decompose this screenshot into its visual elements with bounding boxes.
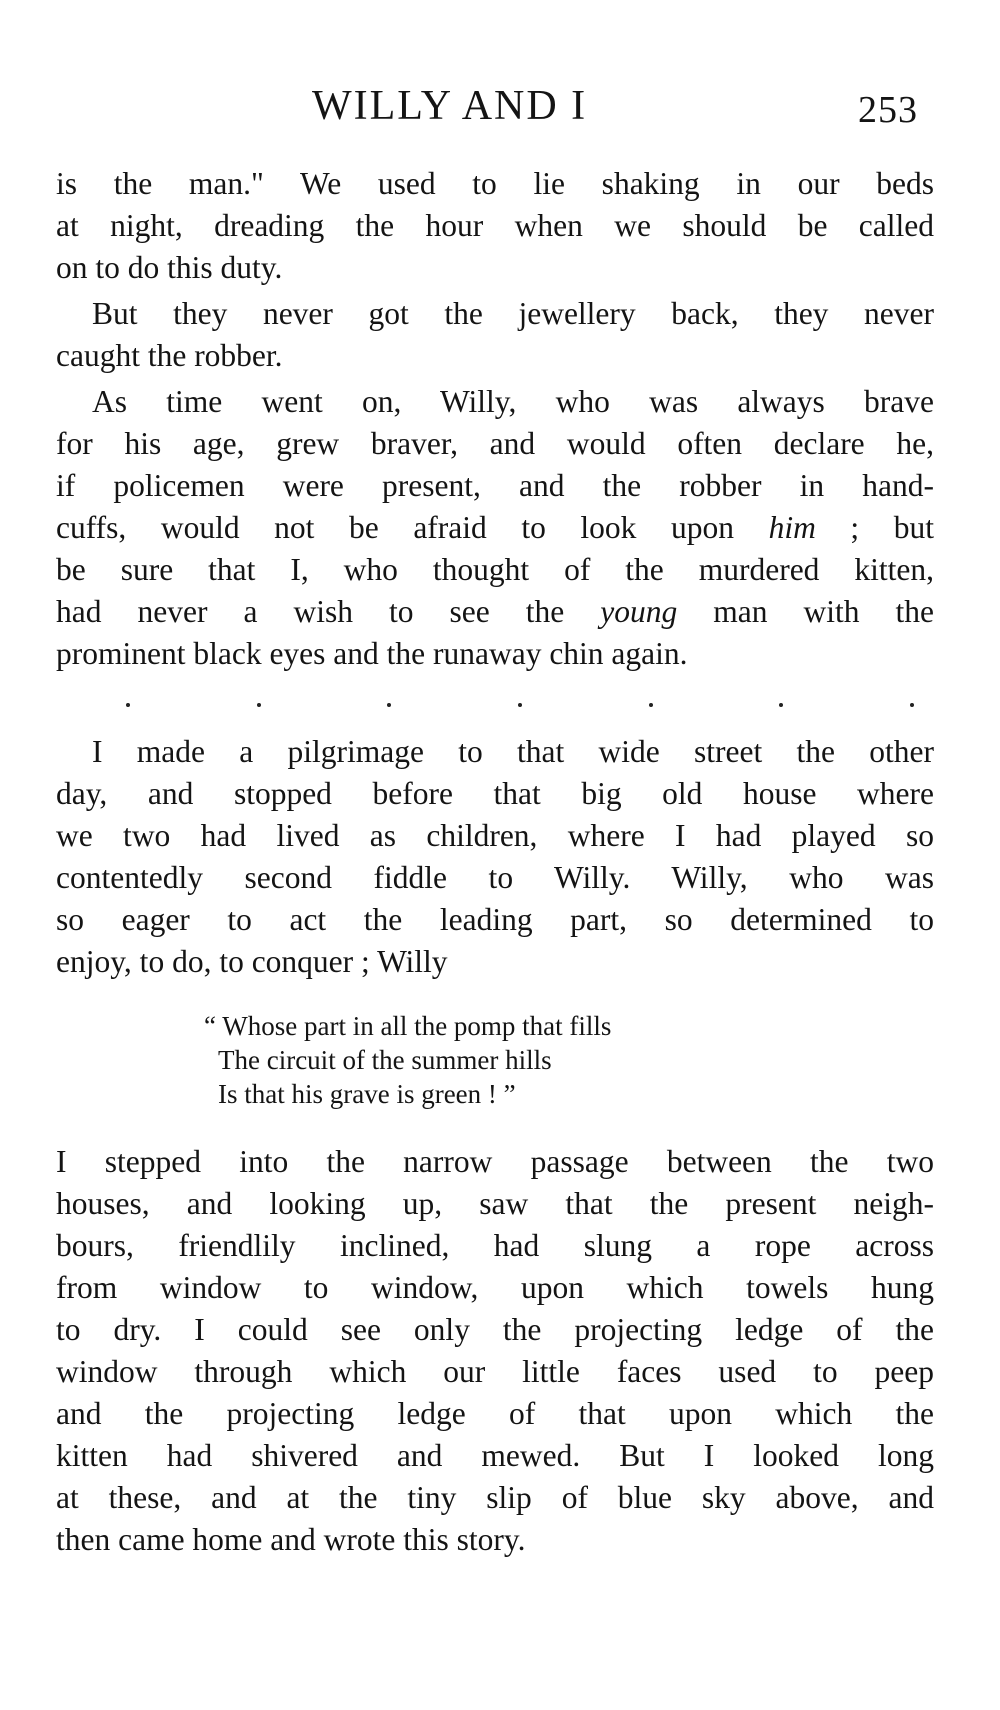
text-line: I made a pilgrimage to that wide street the other bbox=[92, 734, 934, 769]
ellipsis-dot bbox=[518, 703, 522, 707]
text-line: prominent black eyes and the runaway chin again. bbox=[56, 636, 688, 671]
text-line: houses, and looking up, saw that the present neigh- bbox=[56, 1186, 934, 1221]
text-line: then came home and wrote this story. bbox=[56, 1522, 526, 1557]
text-line: on to do this duty. bbox=[56, 250, 283, 285]
italic-run: him bbox=[768, 510, 816, 545]
text-line: As time went on, Willy, who was always brave bbox=[92, 384, 934, 419]
verse-line: The circuit of the summer hills bbox=[218, 1045, 552, 1075]
italic-run: young bbox=[600, 594, 678, 629]
ellipsis-dot bbox=[649, 703, 653, 707]
text-line: contentedly second fiddle to Willy. Willy, who was bbox=[56, 860, 934, 895]
paragraph-3 bbox=[56, 381, 934, 675]
text-line: for his age, grew braver, and would often declare he, bbox=[56, 426, 934, 461]
text-line: at night, dreading the hour when we should be called bbox=[56, 208, 934, 243]
verse-quotation bbox=[204, 1009, 934, 1111]
text-run: had never a wish to see the bbox=[56, 594, 601, 629]
page-header bbox=[0, 82, 1000, 142]
ellipsis-dot bbox=[910, 703, 914, 707]
paragraph-4 bbox=[56, 731, 934, 983]
text-line bbox=[56, 507, 934, 549]
text-run: ; but bbox=[815, 510, 934, 545]
text-line: and the projecting ledge of that upon which the bbox=[56, 1396, 934, 1431]
running-title: WILLY AND I bbox=[312, 83, 588, 129]
page-number: 253 bbox=[858, 89, 918, 131]
text-line: from window to window, upon which towels hung bbox=[56, 1270, 934, 1305]
text-line: kitten had shivered and mewed. But I looked long bbox=[56, 1438, 934, 1473]
text-line: But they never got the jewellery back, they never bbox=[92, 296, 934, 331]
text-line: to dry. I could see only the projecting ledge of the bbox=[56, 1312, 934, 1347]
text-run: cuffs, would not be afraid to look upon bbox=[56, 510, 769, 545]
text-line: window through which our little faces used to peep bbox=[56, 1354, 934, 1389]
ellipsis-dot bbox=[387, 703, 391, 707]
verse-line: Is that his grave is green ! ” bbox=[218, 1079, 516, 1109]
section-break bbox=[56, 681, 934, 729]
text-line: enjoy, to do, to conquer ; Willy bbox=[56, 944, 448, 979]
ellipsis-dot bbox=[779, 703, 783, 707]
text-line bbox=[56, 591, 934, 633]
body-text bbox=[56, 163, 934, 1561]
text-line: so eager to act the leading part, so determined to bbox=[56, 902, 934, 937]
text-line: day, and stopped before that big old house where bbox=[56, 776, 934, 811]
paragraph-5 bbox=[56, 1141, 934, 1561]
ellipsis-dot bbox=[257, 703, 261, 707]
text-run: man with the bbox=[677, 594, 934, 629]
text-line: I stepped into the narrow passage between the two bbox=[56, 1144, 934, 1179]
text-line: we two had lived as children, where I had played so bbox=[56, 818, 934, 853]
text-line: be sure that I, who thought of the murdered kitten, bbox=[56, 552, 934, 587]
text-line: bours, friendlily inclined, had slung a rope across bbox=[56, 1228, 934, 1263]
paragraph-1 bbox=[56, 163, 934, 289]
text-line: caught the robber. bbox=[56, 338, 283, 373]
ellipsis-dot bbox=[126, 703, 130, 707]
text-line: if policemen were present, and the robber in hand- bbox=[56, 468, 934, 503]
text-line: is the man." We used to lie shaking in our beds bbox=[56, 166, 934, 201]
text-line: at these, and at the tiny slip of blue sky above, and bbox=[56, 1480, 934, 1515]
verse-line: “ Whose part in all the pomp that fills bbox=[204, 1011, 612, 1041]
paragraph-2 bbox=[56, 293, 934, 377]
